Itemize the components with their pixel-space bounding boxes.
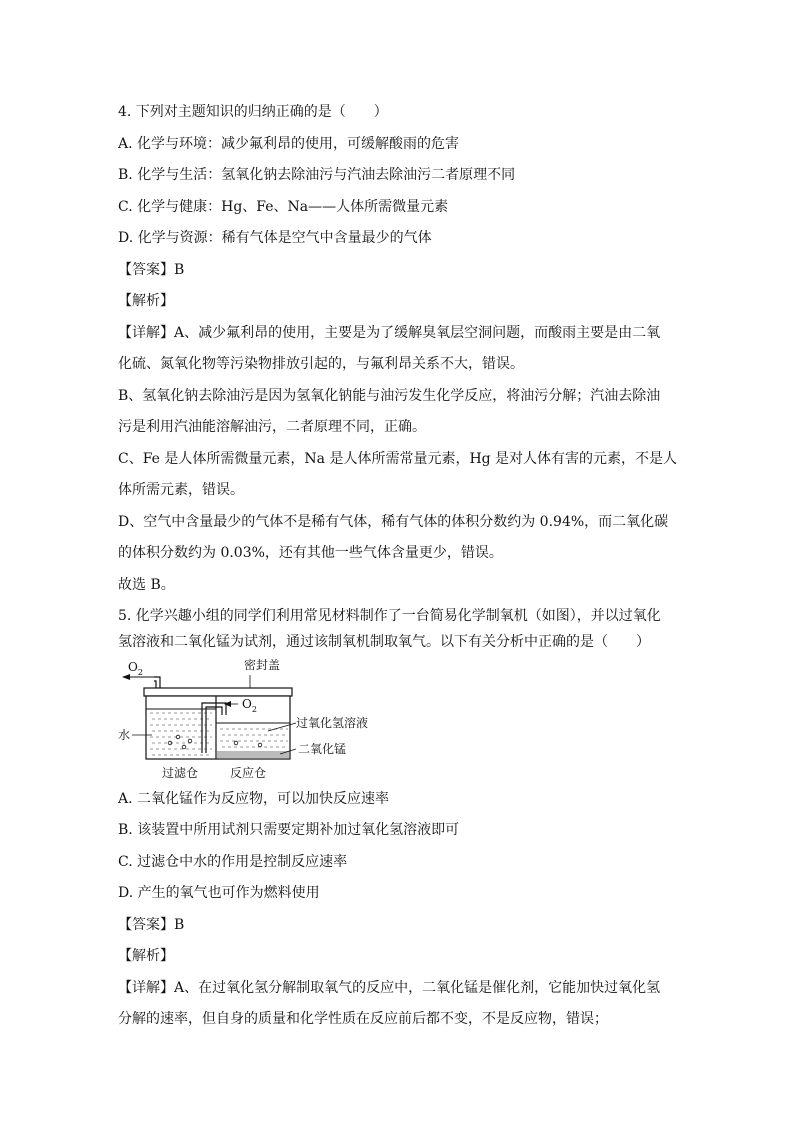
q5-option-a: A. 二氧化锰作为反应物，可以加快反应速率 bbox=[118, 791, 390, 807]
q4-conclusion: 故选 B。 bbox=[118, 577, 175, 593]
q4-option-a: A. 化学与环境：减少氟利昂的使用，可缓解酸雨的危害 bbox=[118, 136, 460, 152]
q5-option-b: B. 该装置中所用试剂只需要定期补加过氧化氢溶液即可 bbox=[118, 822, 460, 838]
q4-option-d: D. 化学与资源：稀有气体是空气中含量最少的气体 bbox=[118, 230, 432, 246]
q4-detail-line: B、氢氧化钠去除油污是因为氢氧化钠能与油污发生化学反应，将油污分解；汽油去除油 bbox=[118, 388, 661, 404]
q4-detail-line: 化硫、氮氧化物等污染物排放引起的，与氟利昂关系不大，错误。 bbox=[118, 356, 524, 372]
q4-stem: 4. 下列对主题知识的归纳正确的是（ ） bbox=[118, 104, 388, 120]
q5-analysis-title: 【解析】 bbox=[118, 948, 174, 964]
q5-stem-line: 氢溶液和二氧化锰为试剂，通过该制氧机制取氧气。以下有关分析中正确的是（ ） bbox=[118, 634, 650, 650]
q5-answer: 【答案】B bbox=[118, 917, 185, 933]
diagram-reaction-chamber-label: 反应仓 bbox=[230, 766, 267, 780]
q4-analysis-title: 【解析】 bbox=[118, 293, 174, 309]
diagram-o2-right-label: $O_2$ bbox=[242, 697, 257, 714]
q4-detail-line: 污是利用汽油能溶解油污，二者原理不同，正确。 bbox=[118, 419, 426, 435]
oxygen-generator-diagram bbox=[118, 653, 418, 783]
q4-answer: 【答案】B bbox=[118, 262, 185, 278]
q5-option-d: D. 产生的氧气也可作为燃料使用 bbox=[118, 885, 320, 901]
q5-detail-line: 【详解】A、在过氧化氢分解制取氧气的反应中，二氧化锰是催化剂，它能加快过氧化氢 bbox=[118, 980, 661, 996]
diagram-seal-cap-label: 密封盖 bbox=[244, 658, 281, 672]
q4-detail-line: 体所需元素，错误。 bbox=[118, 482, 244, 498]
q5-stem-line: 5. 化学兴趣小组的同学们利用常见材料制作了一台简易化学制氧机（如图），并以过氧化 bbox=[118, 608, 661, 624]
q4-detail-line: C、Fe 是人体所需微量元素，Na 是人体所需常量元素，Hg 是对人体有害的元素，不是人 bbox=[118, 451, 678, 467]
q4-option-c: C. 化学与健康：Hg、Fe、Na——人体所需微量元素 bbox=[118, 199, 449, 215]
diagram-water-label: 水 bbox=[118, 728, 131, 742]
diagram-o2-left-label: $O_2$ bbox=[128, 660, 143, 677]
q5-detail-line: 分解的速率，但自身的质量和化学性质在反应前后都不变，不是反应物，错误； bbox=[118, 1011, 608, 1027]
q4-detail-line: 的体积分数约为 0.03%，还有其他一些气体含量更少，错误。 bbox=[118, 545, 503, 561]
diagram-mno2-label: 二氧化锰 bbox=[298, 742, 347, 756]
diagram-h2o2-label: 过氧化氢溶液 bbox=[296, 716, 369, 730]
q4-option-b: B. 化学与生活：氢氧化钠去除油污与汽油去除油污二者原理不同 bbox=[118, 167, 516, 183]
q4-detail-line: D、空气中含量最少的气体不是稀有气体，稀有气体的体积分数约为 0.94%，而二氧化碳 bbox=[118, 514, 669, 530]
q4-detail-line: 【详解】A、减少氟利昂的使用，主要是为了缓解臭氧层空洞问题，而酸雨主要是由二氧 bbox=[118, 325, 661, 341]
q5-option-c: C. 过滤仓中水的作用是控制反应速率 bbox=[118, 854, 348, 870]
diagram-filter-chamber-label: 过滤仓 bbox=[162, 766, 199, 780]
